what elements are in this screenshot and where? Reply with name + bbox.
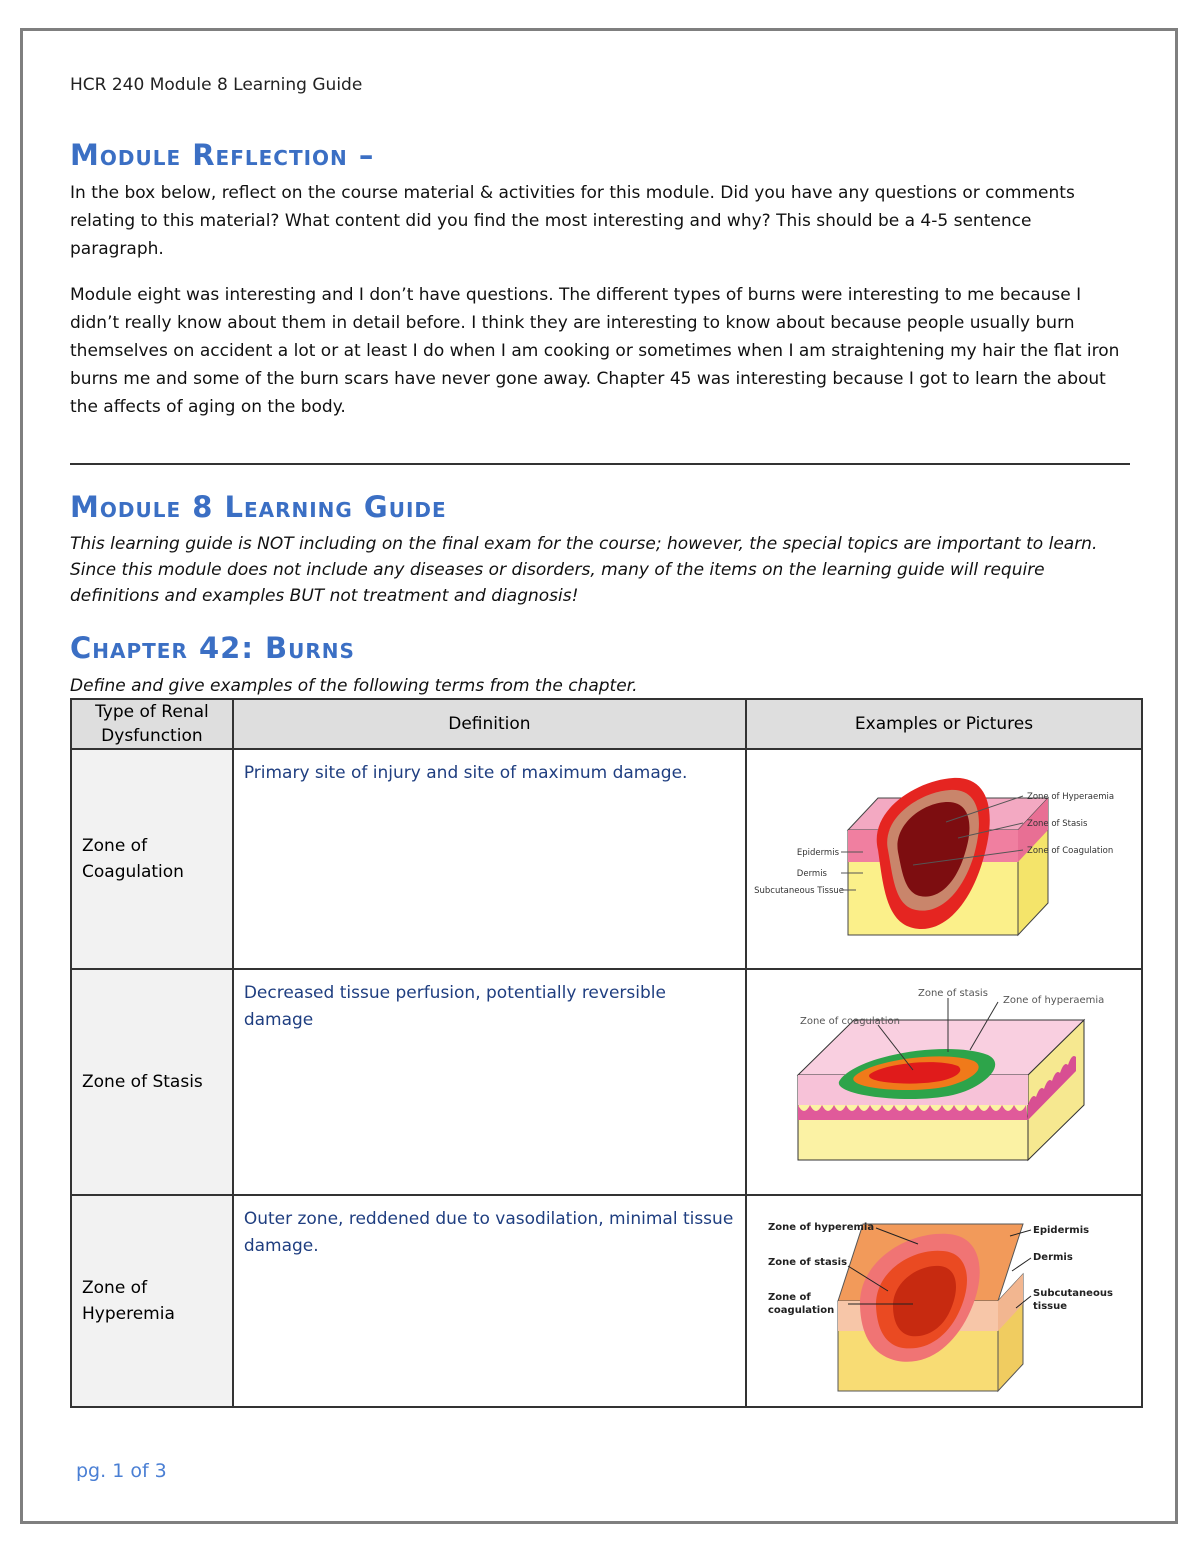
fig3-label-hyperemia: Zone of hyperemia bbox=[768, 1222, 875, 1233]
fig3-label-epidermis: Epidermis bbox=[1033, 1225, 1090, 1236]
fig1-label-subcutaneous: Subcutaneous Tissue bbox=[754, 886, 844, 896]
example-cell bbox=[746, 749, 1142, 969]
fig1-label-epidermis: Epidermis bbox=[796, 848, 839, 858]
reflection-title: Module Reflection – bbox=[70, 138, 375, 172]
section-divider bbox=[70, 463, 1130, 465]
chapter-title: Chapter 42: Burns bbox=[70, 631, 355, 665]
term-cell: Zone of Hyperemia bbox=[71, 1195, 233, 1407]
document-header: HCR 240 Module 8 Learning Guide bbox=[70, 75, 363, 95]
term-cell: Zone of Stasis bbox=[71, 969, 233, 1195]
table-row bbox=[71, 1195, 1142, 1407]
burn-zones-figure-1 bbox=[748, 750, 1140, 963]
fig3-label-stasis: Zone of stasis bbox=[768, 1257, 848, 1268]
example-cell bbox=[746, 969, 1142, 1195]
header-type: Type of Renal Dysfunction bbox=[71, 699, 233, 749]
reflection-answer: Module eight was interesting and I don’t have questions. The different types of burns were interesting to me because I didn’t really know about them in detail before. I think they are interesting to know about because people usually burn themselves on accident a lot or at least I do when I am cooking or sometimes when I am straightening my hair the flat iron burns me and some of the burn scars have never gone away. Chapter 45 was interesting because I got to learn the about the affects of aging on the body. bbox=[70, 285, 1120, 417]
reflection-prompt: In the box below, reflect on the course material & activities for this module. Did you have any questions or comments relating to this material? What content did you find the most interesting and why? This should be a 4-5 sentence paragraph. bbox=[70, 183, 1075, 259]
table-row bbox=[71, 749, 1142, 969]
fig1-label-hyperaemia: Zone of Hyperaemia bbox=[1027, 792, 1115, 802]
term-cell: Zone of Coagulation bbox=[71, 749, 233, 969]
fig2-label-stasis: Zone of stasis bbox=[918, 988, 988, 999]
burn-zones-table bbox=[70, 698, 1143, 1408]
header-examples: Examples or Pictures bbox=[746, 699, 1142, 749]
page-number: pg. 1 of 3 bbox=[76, 1460, 167, 1482]
fig3-label-coagulation: Zone of coagulation bbox=[768, 1292, 835, 1316]
fig3-label-subcutaneous: Subcutaneous tissue bbox=[1033, 1288, 1113, 1312]
fig3-label-dermis: Dermis bbox=[1033, 1252, 1073, 1263]
fig1-label-coagulation: Zone of Coagulation bbox=[1027, 846, 1114, 856]
table-header-row bbox=[71, 699, 1142, 749]
burn-zones-figure-3 bbox=[748, 1196, 1140, 1401]
definition-cell: Outer zone, reddened due to vasodilation, minimal tissue damage. bbox=[233, 1195, 746, 1407]
fig1-label-stasis: Zone of Stasis bbox=[1027, 819, 1088, 829]
definition-cell: Primary site of injury and site of maximum damage. bbox=[233, 749, 746, 969]
burn-zones-figure-2 bbox=[748, 970, 1140, 1189]
chapter-instruction: Define and give examples of the following terms from the chapter. bbox=[70, 676, 638, 696]
fig1-label-dermis: Dermis bbox=[796, 869, 827, 879]
fig2-label-coagulation: Zone of coagulation bbox=[800, 1016, 900, 1027]
header-definition: Definition bbox=[233, 699, 746, 749]
guide-intro: This learning guide is NOT including on the final exam for the course; however, the special topics are important to learn. Since this module does not include any diseases or disorders, many of the items on the learning guide will require definitions and examples BUT not treatment and diagnosis! bbox=[70, 534, 1098, 606]
guide-title: Module 8 Learning Guide bbox=[70, 490, 447, 524]
definition-cell: Decreased tissue perfusion, potentially reversible damage bbox=[233, 969, 746, 1195]
table-row bbox=[71, 969, 1142, 1195]
fig2-label-hyperaemia: Zone of hyperaemia bbox=[1003, 995, 1105, 1006]
example-cell bbox=[746, 1195, 1142, 1407]
